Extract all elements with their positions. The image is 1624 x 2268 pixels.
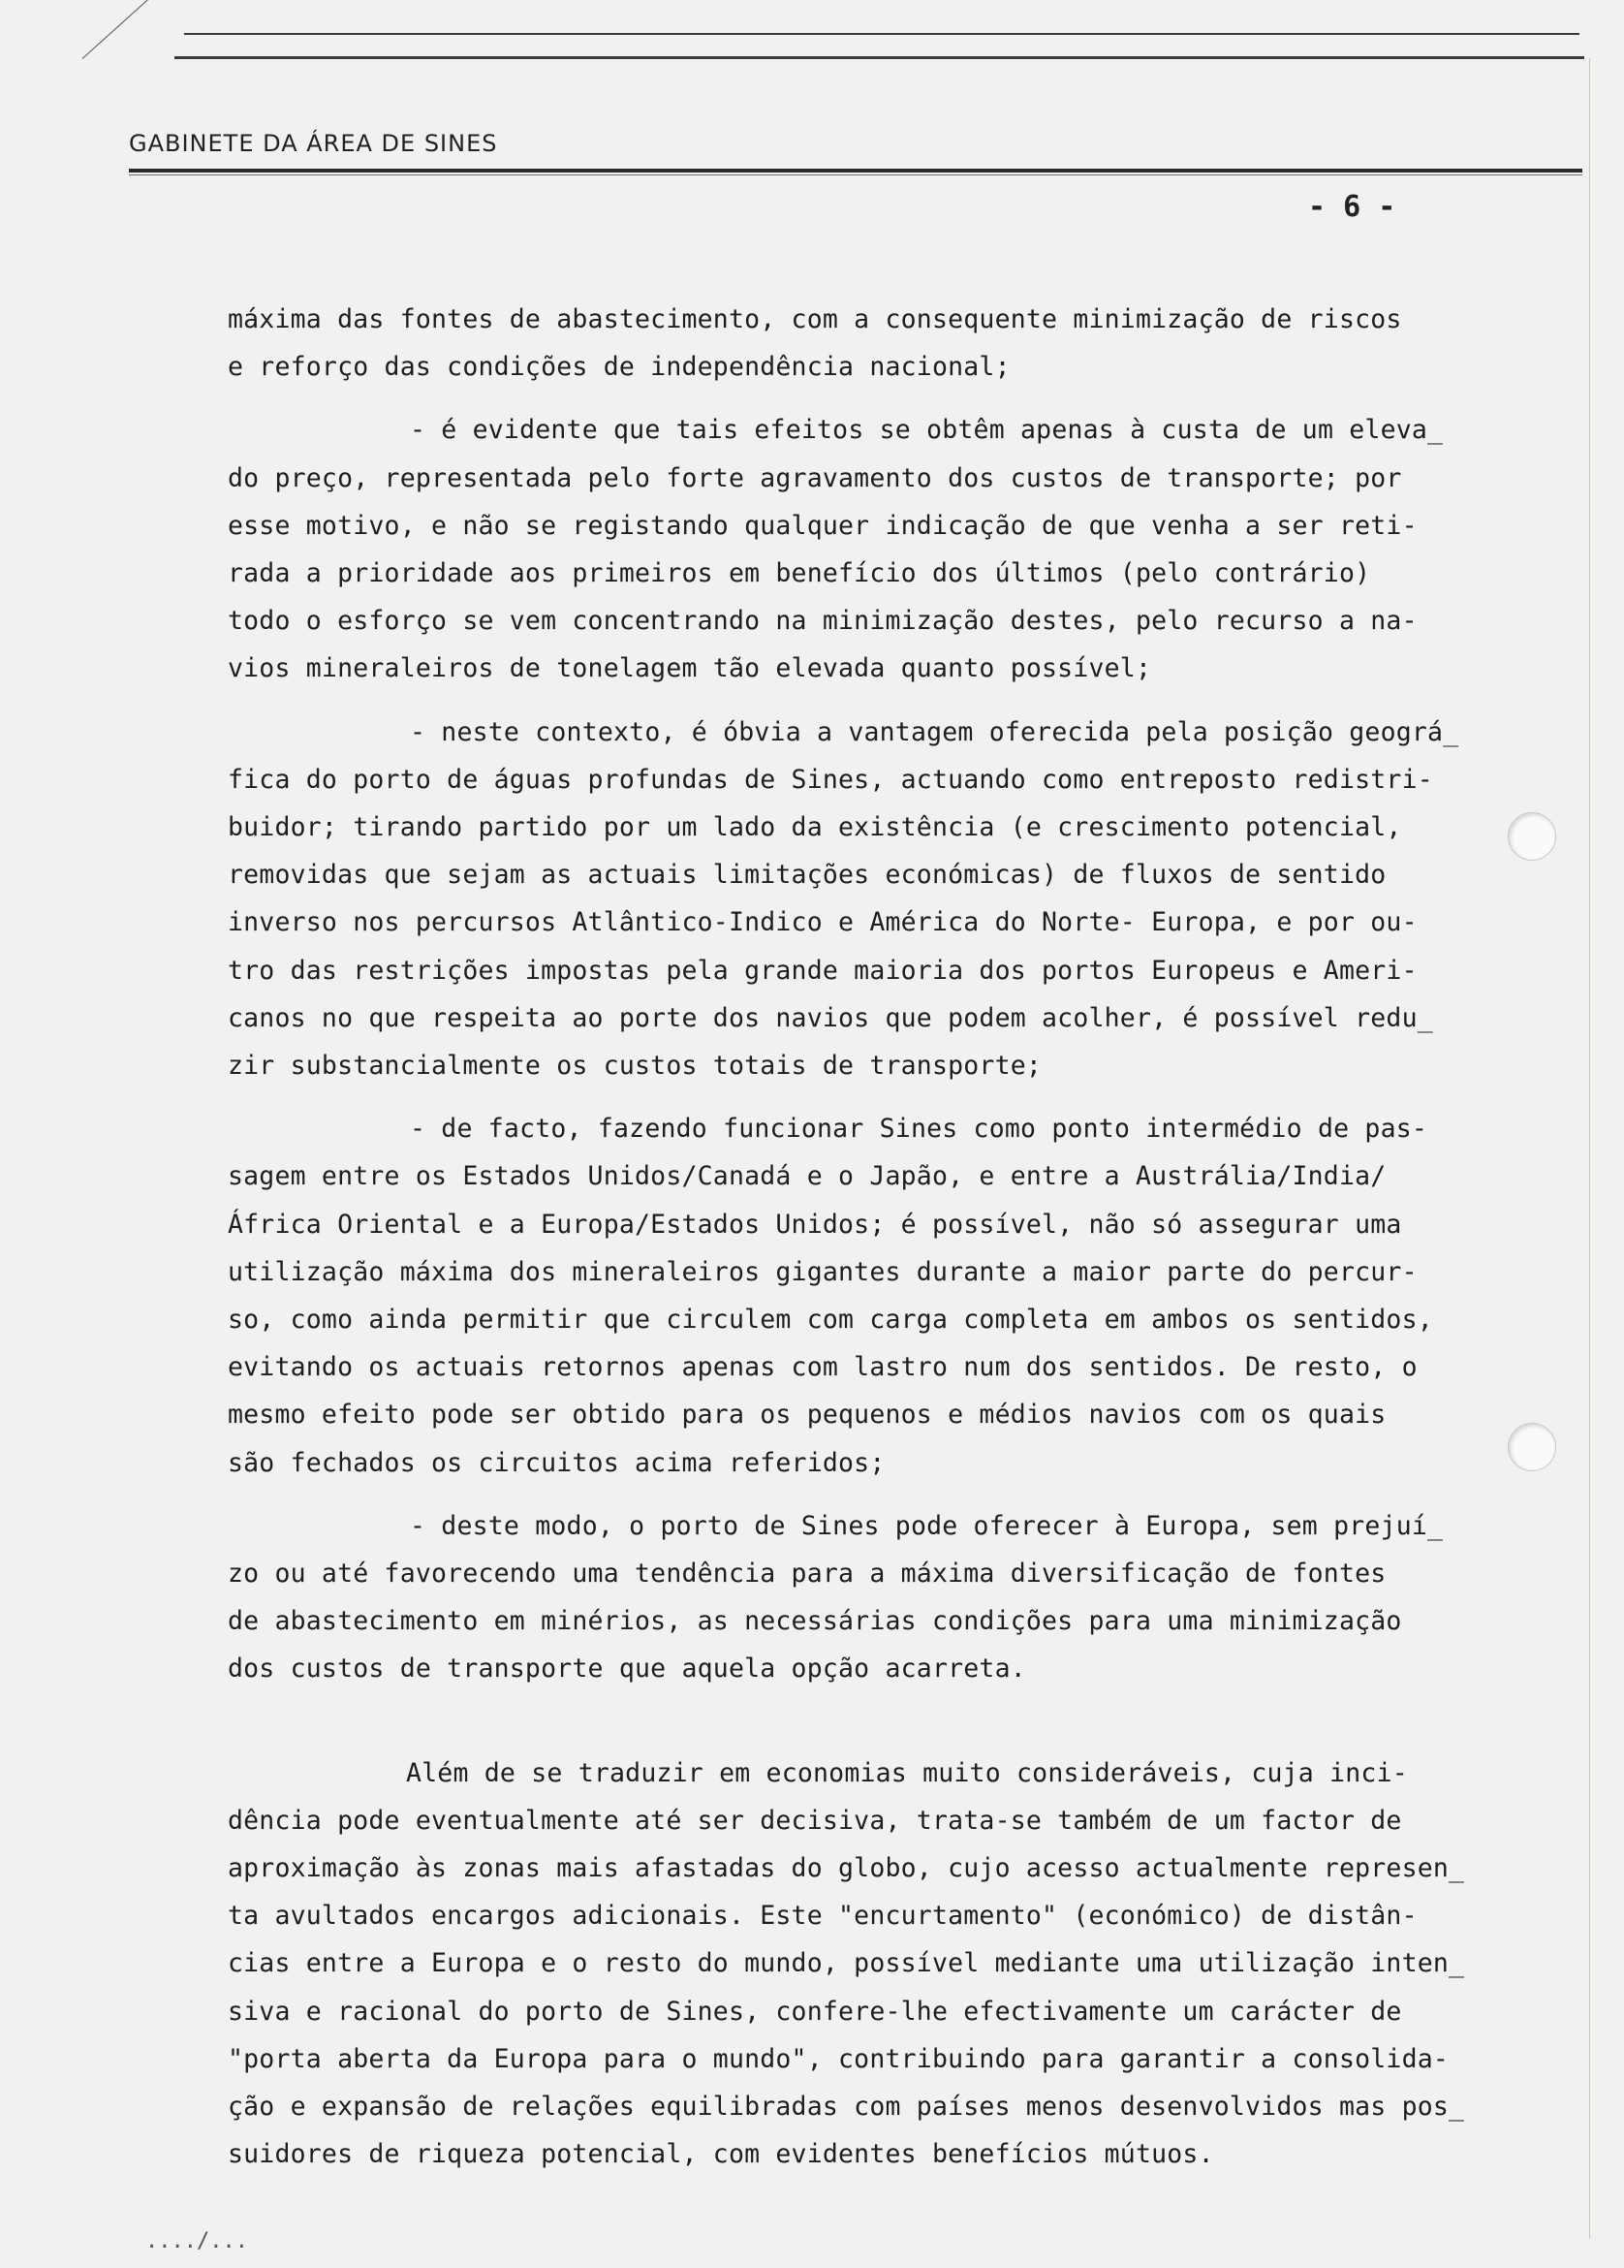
body-line: zo ou até favorecendo uma tendência para a máxima diversificação de fontes [228,1559,1387,1589]
punch-hole-bottom [1508,1423,1556,1471]
page-number: - 6 - [1308,190,1396,224]
body-line: vios mineraleiros de tonelagem tão elevada quanto possível; [228,653,1152,684]
body-line: so, como ainda permitir que circulem com carga completa em ambos os sentidos, [228,1305,1433,1335]
body-line: canos no que respeita ao porte dos navios que podem acolher, é possível redu_ [228,1002,1433,1033]
body-line: mesmo efeito pode ser obtido para os pequenos e médios navios com os quais [228,1400,1387,1431]
body-line: dência pode eventualmente até ser decisiva, trata-se também de um factor de [228,1805,1402,1836]
body-line: - deste modo, o porto de Sines pode oferecer à Europa, sem prejuí_ [410,1510,1444,1541]
body-line: ta avultados encargos adicionais. Este "encurtamento" (económico) de distân- [228,1901,1418,1932]
punch-hole-top [1508,812,1556,861]
body-line: e reforço das condições de independência nacional; [228,352,1011,383]
body-line: "porta aberta da Europa para o mundo", contribuindo para garantir a consolida- [228,2043,1450,2074]
body-line: dos custos de transporte que aquela opção acarreta. [228,1654,1026,1685]
body-line: de abastecimento em minérios, as necessárias condições para uma minimização [228,1606,1402,1637]
body-line: aproximação às zonas mais afastadas do globo, cujo acesso actualmente represen_ [228,1853,1465,1883]
body-line: ção e expansão de relações equilibradas com países menos desenvolvidos mas pos_ [228,2092,1465,2122]
body-line: - é evidente que tais efeitos se obtêm apenas à custa de um eleva_ [410,415,1444,446]
body-line: - de facto, fazendo funcionar Sines como ponto intermédio de pas- [410,1114,1428,1145]
pen-mark [82,0,176,59]
body-line: inverso nos percursos Atlântico-Indico e América do Norte- Europa, e por ou- [228,907,1418,938]
body-line: fica do porto de águas profundas de Sines, actuando como entreposto redistri- [228,764,1433,795]
body-line: Além de se traduzir em economias muito consideráveis, cuja inci- [406,1757,1408,1788]
header-organization: GABINETE DA ÁREA DE SINES [129,130,498,157]
body-line: evitando os actuais retornos apenas com lastro num dos sentidos. De resto, o [228,1352,1418,1383]
page-edge-shadow [1589,58,1590,2239]
body-line: esse motivo, e não se registando qualquer indicação de que venha a ser reti- [228,510,1418,541]
body-line: suidores de riqueza potencial, com evidentes benefícios mútuos. [228,2139,1214,2170]
body-line: sagem entre os Estados Unidos/Canadá e o Japão, e entre a Austrália/India/ [228,1161,1387,1192]
body-line: cias entre a Europa e o resto do mundo, possível mediante uma utilização inten_ [228,1948,1465,1979]
top-rule-2 [174,56,1584,59]
body-line: removidas que sejam as actuais limitações económicas) de fluxos de sentido [228,860,1387,891]
body-line: todo o esforço se vem concentrando na minimização destes, pelo recurso a na- [228,606,1418,637]
body-line: utilização máxima dos mineraleiros gigantes durante a maior parte do percur- [228,1256,1418,1287]
continuation-mark: ..../... [145,2229,248,2253]
body-line: África Oriental e a Europa/Estados Unidos; é possível, não só assegurar uma [228,1209,1402,1240]
header-rule-thin [129,174,1582,175]
body-line: máxima das fontes de abastecimento, com a consequente minimização de riscos [228,304,1402,334]
body-line: buidor; tirando partido por um lado da existência (e crescimento potencial, [228,812,1402,842]
body-line: rada a prioridade aos primeiros em benefício dos últimos (pelo contrário) [228,558,1371,588]
body-line: são fechados os circuitos acima referidos; [228,1447,886,1478]
body-line: zir substancialmente os custos totais de transporte; [228,1051,1043,1081]
header-rule [129,169,1582,173]
body-line: do preço, representada pelo forte agravamento dos custos de transporte; por [228,462,1402,493]
body-line: - neste contexto, é óbvia a vantagem oferecida pela posição geográ_ [410,716,1459,747]
body-line: siva e racional do porto de Sines, confere-lhe efectivamente um carácter de [228,1996,1402,2027]
top-rule-1 [184,33,1579,35]
body-line: tro das restrições impostas pela grande maioria dos portos Europeus e Ameri- [228,955,1418,986]
